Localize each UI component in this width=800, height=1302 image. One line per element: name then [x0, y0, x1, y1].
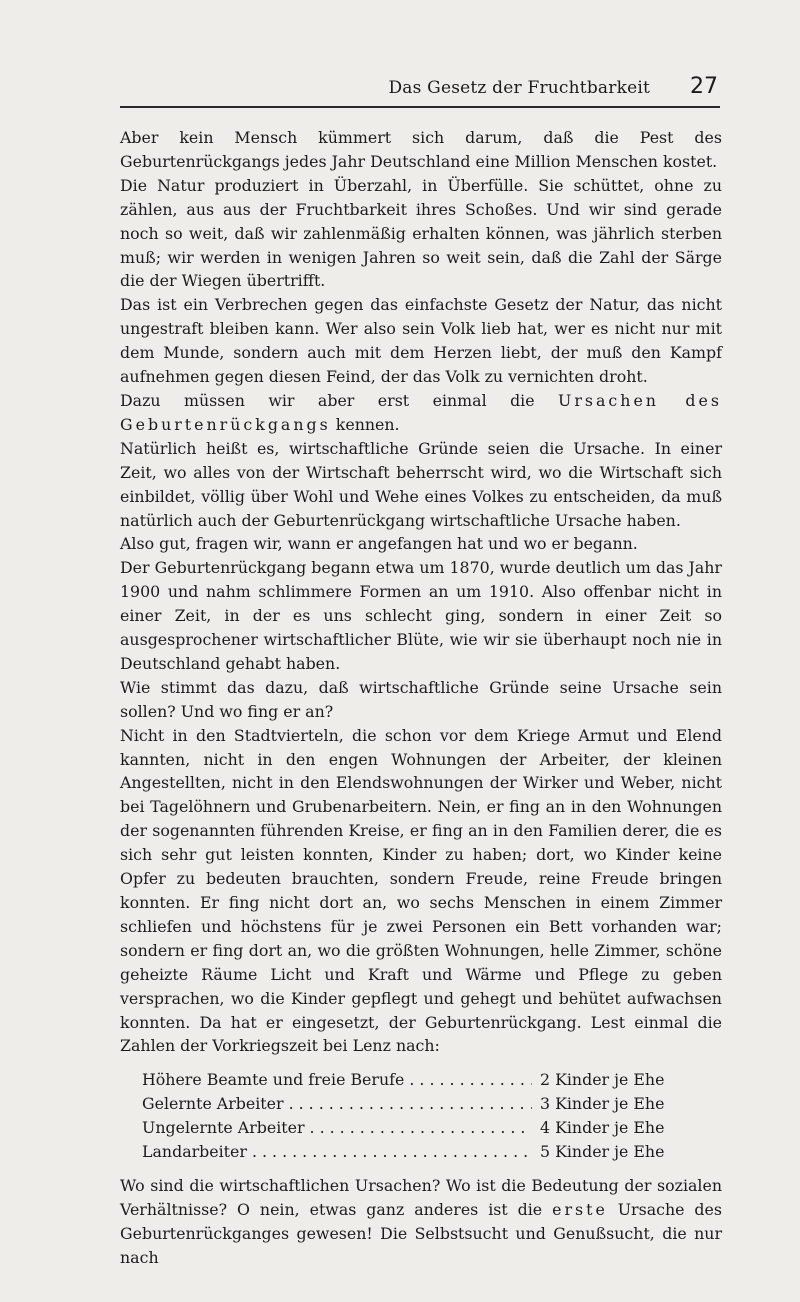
children-value: 2 Kinder je Ehe: [540, 1070, 665, 1090]
paragraph-9: Nicht in den Stadtvierteln, die schon vor dem Kriege Armut und Elend kannten, nicht in den engen Wohnungen der Arbeiter, der kleinen Angestellten, nicht in den Elendswohnungen der Wirker und Weber, nicht bei Tagelöhnern und Grubenarbeitern. Nein, er fing an in den Wohnungen der sogenannten führenden Kreise, er fing an in den Familien derer, die es sich sehr gut leisten konnten, Kinder zu haben; dort, wo Kinder keine Opfer zu bedeuten brauchten, sondern Freude, reine Freude bringen konnten. Er fing nicht dort an, wo sechs Menschen in einem Zimmer schliefen und höchstens für je zwei Personen ein Bett vorhanden war; sondern er fing dort an, wo die größten Wohnungen, helle Zimmer, schöne geheizte Räume Licht und Kraft und Wärme und Pflege zu geben versprachen, wo die Kinder gepflegt und gehegt und behütet aufwachsen konnten. Da hat er eingesetzt, der Geburtenrückgang. Lest einmal die Zahlen der Vorkriegszeit bei Lenz nach:: [120, 725, 722, 1056]
final-emphasis: erste: [552, 1200, 608, 1220]
paragraph-3: Das ist ein Verbrechen gegen das einfachste Gesetz der Natur, das nicht ungestraft bleiben kann. Wer also sein Volk lieb hat, wer es nicht nur mit dem Munde, sondern auch mit dem Herzen liebt, der muß den Kampf aufnehmen gegen diesen Feind, der das Volk zu vernichten droht.: [120, 295, 722, 387]
occupation-label: Ungelernte Arbeiter . . .: [142, 1116, 532, 1140]
children-value: 4 Kinder je Ehe: [540, 1118, 665, 1138]
page-number: 27: [690, 74, 718, 99]
table-row: [142, 1092, 702, 1116]
paragraph-5: Natürlich heißt es, wirtschaftliche Gründe seien die Ursache. In einer Zeit, wo alles von der Wirtschaft beherrscht wird, wo die Wirtschaft sich einbildet, völlig über Wohl und Wehe eines Volkes zu entscheiden, da muß natürlich auch der Geburtenrückgang wirtschaftliche Ursache haben.: [120, 438, 722, 530]
paragraph-final: [120, 1174, 722, 1270]
occupation-label: Gelernte Arbeiter . . .: [142, 1092, 532, 1116]
table-row: [142, 1116, 702, 1140]
paragraph-causes: [120, 389, 722, 437]
final-text-after: Ursache des Geburtenrückganges gewesen! Die Selbstsucht und Genußsucht, die nur nach: [120, 1200, 722, 1268]
paragraph-6: Also gut, fragen wir, wann er angefangen hat und wo er begann.: [120, 534, 638, 554]
final-text-before: Wo sind die wirtschaftlichen Ursachen? Wo ist die Bedeutung der sozialen Verhältnisse? O nein, etwas ganz anderes ist die: [120, 1176, 722, 1220]
page-header: [120, 72, 720, 108]
causes-text-after: kennen.: [330, 414, 400, 434]
running-title: Das Gesetz der Fruchtbarkeit: [388, 78, 650, 98]
occupation-label: Höhere Beamte und freie Berufe . . .: [142, 1068, 532, 1092]
causes-text-before: Dazu müssen wir aber erst einmal die: [120, 390, 559, 410]
paragraph-7: Der Geburtenrückgang begann etwa um 1870, wurde deutlich um das Jahr 1900 und nahm schlimmere Formen an um 1910. Also offenbar nicht in einer Zeit, in der es uns schlecht ging, sondern in einer Zeit so ausgesprochener wirtschaftlicher Blüte, wie wir sie überhaupt noch nie in Deutschland gehabt haben.: [120, 558, 722, 673]
paragraph-8: Wie stimmt das dazu, daß wirtschaftliche Gründe seine Ursache sein sollen? Und wo fing er an?: [120, 677, 722, 721]
paragraph-1: Aber kein Mensch kümmert sich darum, daß die Pest des Geburtenrückgangs jedes Jahr Deutschland eine Million Menschen kostet.: [120, 128, 722, 171]
birth-rate-table: [142, 1068, 702, 1164]
children-value: 3 Kinder je Ehe: [540, 1094, 665, 1114]
causes-emphasis: Ursachen des Geburtenrückgangs: [120, 390, 722, 434]
table-row: [142, 1068, 702, 1092]
body-text: [120, 126, 722, 1270]
children-value: 5 Kinder je Ehe: [540, 1142, 665, 1162]
paragraph-2: Die Natur produziert in Überzahl, in Überfülle. Sie schüttet, ohne zu zählen, aus aus der Fruchtbarkeit ihres Schoßes. Und wir sind gerade noch so weit, daß wir zahlenmäßig erhalten können, was jährlich sterben muß; wir werden in wenigen Jahren so weit sein, daß die Zahl der Särge die der Wiegen übertrifft.: [120, 175, 722, 291]
table-row: [142, 1140, 702, 1164]
occupation-label: Landarbeiter . . .: [142, 1140, 532, 1164]
